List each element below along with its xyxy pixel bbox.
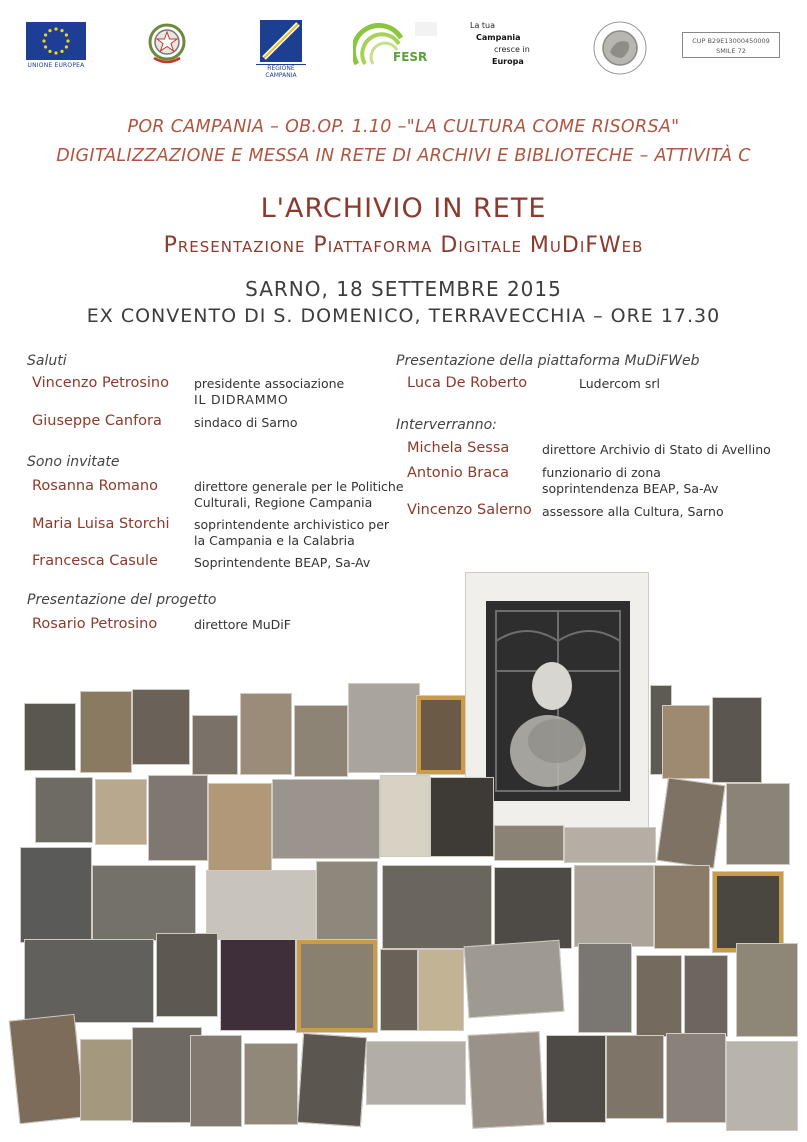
vintage-photo xyxy=(464,940,565,1019)
fesr-label: FESR xyxy=(393,50,428,64)
cup-code: CUP B29E13000450009 xyxy=(692,37,770,45)
speaker-name: Michela Sessa xyxy=(407,440,510,456)
vintage-photo xyxy=(380,775,430,857)
speaker-name: Luca De Roberto xyxy=(407,375,528,391)
speaker-name: Rosanna Romano xyxy=(32,478,158,494)
vintage-photo xyxy=(92,865,196,941)
slogan-line-3: cresce in xyxy=(494,45,530,54)
speaker-name: Antonio Braca xyxy=(407,465,510,481)
vintage-photo xyxy=(654,865,710,949)
vintage-photo xyxy=(240,693,292,775)
vintage-photo xyxy=(636,955,682,1037)
vintage-photo xyxy=(712,871,784,953)
event-subtitle: Presentazione Piattaforma Digitale MuDiFWeb xyxy=(163,233,644,258)
vintage-photo xyxy=(294,705,348,777)
vintage-photo xyxy=(712,697,762,783)
vintage-photo xyxy=(80,691,132,773)
vintage-photo xyxy=(132,689,190,765)
speaker-name: Francesca Casule xyxy=(32,553,158,569)
section-saluti: Saluti xyxy=(27,353,67,369)
vintage-photo xyxy=(574,865,654,947)
speaker-role: sindaco di Sarno xyxy=(194,415,298,430)
speaker-role: direttore MuDiF xyxy=(194,617,291,632)
slogan-line-4: Europa xyxy=(492,57,524,66)
eu-caption: UNIONE EUROPEA xyxy=(27,62,85,69)
speaker-name: Maria Luisa Storchi xyxy=(32,516,170,532)
slogan-line-1: La tua xyxy=(470,21,496,30)
vintage-photo xyxy=(156,933,218,1017)
vintage-photo xyxy=(726,783,790,865)
smile-code: SMILE 72 xyxy=(716,47,746,55)
vintage-photo xyxy=(382,865,492,949)
event-date: SARNO, 18 SETTEMBRE 2015 xyxy=(245,277,562,301)
vintage-photo xyxy=(656,777,725,868)
fesr-logo xyxy=(353,20,439,72)
section-sono-invitate: Sono invitate xyxy=(27,454,120,470)
vintage-photo xyxy=(416,695,466,775)
vintage-photo xyxy=(606,1035,664,1119)
vintage-photo xyxy=(666,1033,726,1123)
regione-caption: REGIONE CAMPANIA xyxy=(256,64,306,79)
logo-strip xyxy=(0,0,807,90)
vintage-photo xyxy=(736,943,798,1037)
vintage-photo xyxy=(468,1031,545,1129)
eu-flag-icon xyxy=(26,22,86,60)
vintage-photo xyxy=(430,777,494,857)
cup-code-box xyxy=(682,32,780,58)
vintage-photo xyxy=(192,715,238,775)
vintage-photo xyxy=(80,1039,132,1121)
vintage-photo xyxy=(9,1014,86,1124)
vintage-photo xyxy=(684,955,728,1037)
speaker-role: Culturali, Regione Campania xyxy=(194,495,373,510)
speaker-name: Vincenzo Petrosino xyxy=(32,375,169,391)
digitalizzazione-line: DIGITALIZZAZIONE E MESSA IN RETE DI ARCHIVI E BIBLIOTECHE – ATTIVITÀ C xyxy=(56,146,751,166)
section-presentazione-piattaforma: Presentazione della piattaforma MuDiFWeb xyxy=(396,353,700,369)
speaker-role: Ludercom srl xyxy=(579,376,660,391)
vintage-photo xyxy=(206,870,316,940)
vintage-photo xyxy=(272,779,380,859)
speaker-role: funzionario di zona xyxy=(542,465,661,480)
vintage-photo xyxy=(190,1035,242,1127)
vintage-photo xyxy=(24,703,76,771)
speaker-role: la Campania e la Calabria xyxy=(194,533,355,548)
speaker-role: direttore Archivio di Stato di Avellino xyxy=(542,442,771,457)
vintage-photo xyxy=(296,939,378,1033)
vintage-photo xyxy=(95,779,147,845)
vintage-photo xyxy=(366,1041,466,1105)
eu-logo xyxy=(26,22,86,70)
vintage-photo xyxy=(316,861,378,943)
vintage-photo xyxy=(35,777,93,843)
speaker-name: Rosario Petrosino xyxy=(32,616,158,632)
vintage-photo xyxy=(148,775,208,861)
speaker-role: direttore generale per le Politiche xyxy=(194,479,404,494)
tua-campania-slogan xyxy=(470,20,540,68)
vintage-photo xyxy=(380,949,418,1031)
vintage-photo xyxy=(546,1035,606,1123)
vintage-photo-collage xyxy=(0,565,807,1142)
regione-shield-icon xyxy=(260,20,302,62)
speaker-role: presidente associazione xyxy=(194,376,345,391)
speaker-role: soprintendenza BEAP, Sa-Av xyxy=(542,481,719,496)
section-presentazione-progetto: Presentazione del progetto xyxy=(27,592,217,608)
speaker-role: Soprintendente BEAP, Sa-Av xyxy=(194,555,371,570)
vintage-photo xyxy=(494,867,572,949)
vintage-photo xyxy=(418,949,464,1031)
event-venue: EX CONVENTO DI S. DOMENICO, TERRAVECCHIA – ORE 17.30 xyxy=(86,305,721,327)
vintage-photo xyxy=(494,825,564,861)
vintage-photo xyxy=(20,847,92,943)
vintage-photo xyxy=(564,827,656,863)
vintage-photo xyxy=(24,939,154,1023)
slogan-line-2: Campania xyxy=(476,33,521,42)
vintage-photo xyxy=(297,1033,367,1127)
speaker-name: Vincenzo Salerno xyxy=(407,502,532,518)
regione-campania-logo xyxy=(256,20,306,79)
speaker-role: assessore alla Cultura, Sarno xyxy=(542,504,724,519)
speaker-name: Giuseppe Canfora xyxy=(32,413,162,429)
por-campania-line: POR CAMPANIA – OB.OP. 1.10 –"LA CULTURA COME RISORSA" xyxy=(127,117,680,137)
il-didrammo-seal-icon xyxy=(592,20,648,76)
section-interverranno: Interverranno: xyxy=(396,417,497,433)
vintage-photo xyxy=(578,943,632,1033)
speaker-role: soprintendente archivistico per xyxy=(194,517,390,532)
vintage-photo xyxy=(244,1043,298,1125)
vintage-photo xyxy=(726,1041,798,1131)
vintage-photo xyxy=(662,705,710,779)
vintage-photo xyxy=(208,783,272,883)
speaker-role: IL DIDRAMMO xyxy=(194,392,289,407)
vintage-photo xyxy=(220,939,296,1031)
italian-republic-emblem-icon xyxy=(146,20,188,68)
event-title: L'ARCHIVIO IN RETE xyxy=(260,193,547,224)
vintage-photo xyxy=(348,683,420,773)
